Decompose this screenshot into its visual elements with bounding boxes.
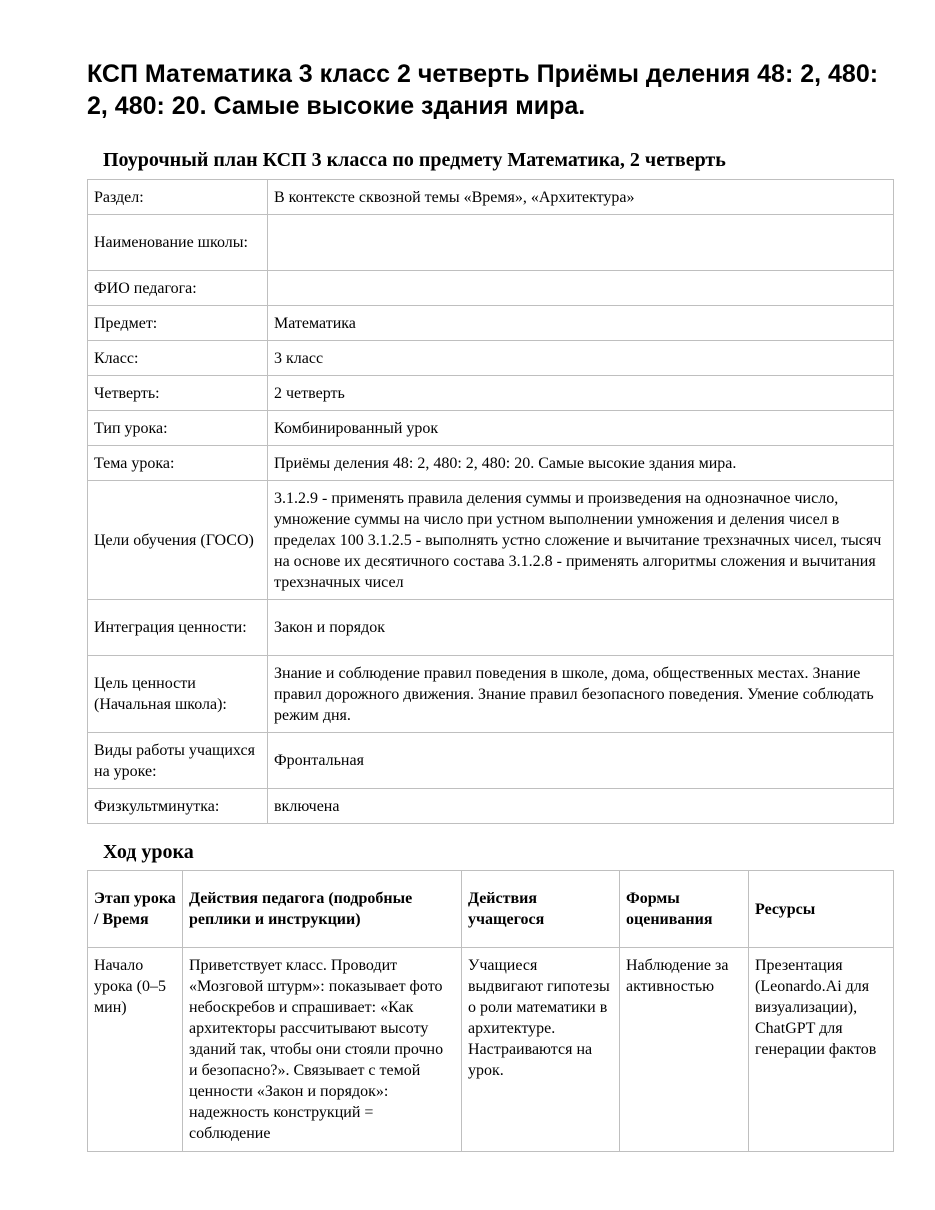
info-value xyxy=(268,271,894,306)
info-label: Физкультминутка: xyxy=(88,789,268,824)
column-header-assessment: Формы оценивания xyxy=(620,871,749,948)
table-row xyxy=(88,446,894,481)
info-label: Цель ценности (Начальная школа): xyxy=(88,656,268,733)
info-value: Приёмы деления 48: 2, 480: 2, 480: 20. Самые высокие здания мира. xyxy=(268,446,894,481)
table-row xyxy=(88,733,894,789)
table-row xyxy=(88,341,894,376)
table-row xyxy=(88,600,894,656)
info-label: Наименование школы: xyxy=(88,215,268,271)
lesson-flow-title: Ход урока xyxy=(103,841,194,863)
stage-cell: Начало урока (0–5 мин) xyxy=(88,948,183,1152)
info-value: Комбинированный урок xyxy=(268,411,894,446)
info-value: 2 четверть xyxy=(268,376,894,411)
teacher-actions-cell: Приветствует класс. Проводит «Мозговой штурм»: показывает фото небоскребов и спрашивает: «Как архитекторы рассчитывают высоту зданий так, чтобы они стояли прочно и безопасно?». Связывает с темой ценности «Закон и порядок»: надежность конструкций = соблюдение xyxy=(183,948,462,1152)
table-row xyxy=(88,948,894,1152)
info-value: включена xyxy=(268,789,894,824)
plan-title: Поурочный план КСП 3 класса по предмету Математика, 2 четверть xyxy=(103,149,726,171)
lesson-flow-table xyxy=(87,870,894,1152)
table-row xyxy=(88,411,894,446)
assessment-cell: Наблюдение за активностью xyxy=(620,948,749,1152)
info-label: Класс: xyxy=(88,341,268,376)
info-value: 3 класс xyxy=(268,341,894,376)
info-label: ФИО педагога: xyxy=(88,271,268,306)
table-row xyxy=(88,656,894,733)
table-row xyxy=(88,306,894,341)
info-value: Знание и соблюдение правил поведения в школе, дома, общественных местах. Знание правил дорожного движения. Знание правил безопасного поведения. Умение соблюдать режим дня. xyxy=(268,656,894,733)
document-title: КСП Математика 3 класс 2 четверть Приёмы деления 48: 2, 480: 2, 480: 20. Самые высокие здания мира. xyxy=(87,60,879,120)
info-label: Виды работы учащихся на уроке: xyxy=(88,733,268,789)
info-label: Интеграция ценности: xyxy=(88,600,268,656)
lesson-info-table xyxy=(87,179,894,824)
student-actions-cell: Учащиеся выдвигают гипотезы о роли математики в архитектуре. Настраиваются на урок. xyxy=(462,948,620,1152)
info-value: Математика xyxy=(268,306,894,341)
table-row xyxy=(88,481,894,600)
info-value: В контексте сквозной темы «Время», «Архитектура» xyxy=(268,180,894,215)
info-label: Цели обучения (ГОСО) xyxy=(88,481,268,600)
table-row xyxy=(88,180,894,215)
column-header-student: Действия учащегося xyxy=(462,871,620,948)
info-value xyxy=(268,215,894,271)
table-row xyxy=(88,271,894,306)
column-header-resources: Ресурсы xyxy=(749,871,894,948)
info-value: Закон и порядок xyxy=(268,600,894,656)
info-label: Раздел: xyxy=(88,180,268,215)
info-label: Тема урока: xyxy=(88,446,268,481)
info-value: Фронтальная xyxy=(268,733,894,789)
info-value: 3.1.2.9 - применять правила деления суммы и произведения на однозначное число, умножение суммы на число при устном выполнении умножения и деления чисел в пределах 100 3.1.2.5 - выполнять устно сложение и вычитание трехзначных чисел, тысяч на основе их десятичного состава 3.1.2.8 - применять алгоритмы сложения и вычитания трехзначных чисел xyxy=(268,481,894,600)
info-label: Четверть: xyxy=(88,376,268,411)
column-header-teacher: Действия педагога (подробные реплики и инструкции) xyxy=(183,871,462,948)
info-label: Предмет: xyxy=(88,306,268,341)
table-header-row xyxy=(88,871,894,948)
table-row xyxy=(88,215,894,271)
info-label: Тип урока: xyxy=(88,411,268,446)
resources-cell: Презентация (Leonardo.Ai для визуализации), ChatGPT для генерации фактов xyxy=(749,948,894,1152)
column-header-stage: Этап урока / Время xyxy=(88,871,183,948)
table-row xyxy=(88,789,894,824)
table-row xyxy=(88,376,894,411)
